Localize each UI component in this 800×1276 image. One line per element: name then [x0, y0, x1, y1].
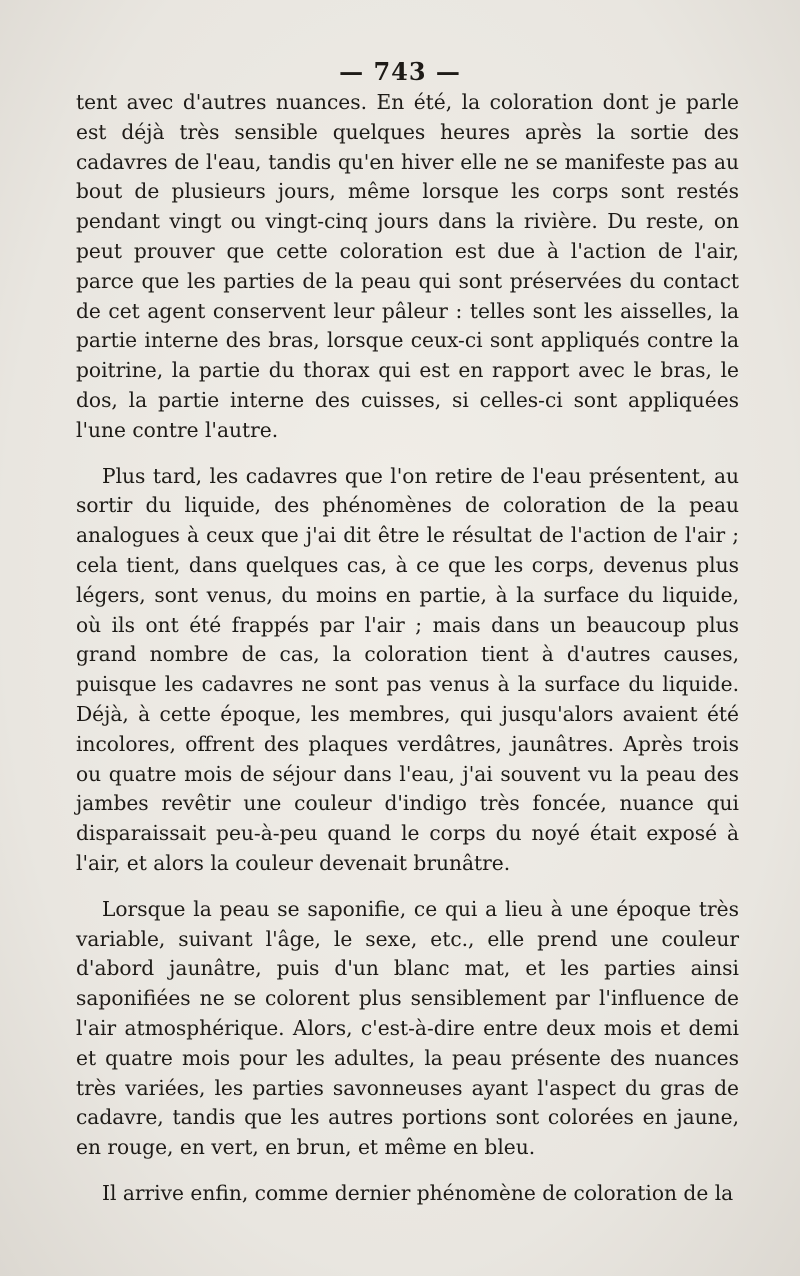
paragraph-continuation: tent avec d'autres nuances. En été, la coloration dont je parle est déjà très sensible quelques heures après la sortie des cadavres de l'eau, tandis qu'en hiver elle ne se manifeste pas au bout de plusieurs jours, même lorsque les corps sont restés pendant vingt ou vingt-cinq jours dans la rivière. Du reste, on peut prouver que cette coloration est due à l'action de l'air, parce que les parties de la peau qui sont préservées du contact de cet agent conservent leur pâleur : telles sont les aisselles, la partie interne des bras, lorsque ceux-ci sont appliqués contre la poitrine, la partie du thorax qui est en rapport avec le bras, le dos, la partie interne des cuisses, si celles-ci sont appliquées l'une contre l'autre. [76, 90, 739, 442]
page-number: — 743 — [339, 57, 461, 86]
body-text [76, 88, 739, 1209]
paragraph-il-arrive: Il arrive enfin, comme dernier phénomène de coloration de la [102, 1180, 734, 1205]
paragraph-plus-tard: Plus tard, les cadavres que l'on retire de l'eau présentent, au sortir du liquide, des phénomènes de coloration de la peau analogues à ceux que j'ai dit être le résultat de l'action de l'air ; cela tient, dans quelques cas, à ce que les corps, devenus plus légers, sont venus, du moins en partie, à la surface du liquide, où ils ont été frappés par l'air ; mais dans un beaucoup plus grand nombre de cas, la coloration tient à d'autres causes, puisque les cadavres ne sont pas venus à la surface du liquide. Déjà, à cette époque, les membres, qui jusqu'alors avaient été incolores, offrent des plaques verdâtres, jaunâtres. Après trois ou quatre mois de séjour dans l'eau, j'ai souvent vu la peau des jambes revêtir une couleur d'indigo très foncée, nuance qui disparaissait peu-à-peu quand le corps du noyé était exposé à l'air, et alors la couleur devenait brunâtre. [76, 463, 739, 875]
paragraph-lorsque: Lorsque la peau se saponifie, ce qui a lieu à une époque très variable, suivant l'âge, le sexe, etc., elle prend une couleur d'abord jaunâtre, puis d'un blanc mat, et les parties ainsi saponifiées ne se colorent plus sensiblement par l'influence de l'air atmosphérique. Alors, c'est-à-dire entre deux mois et demi et quatre mois pour les adultes, la peau présente des nuances très variées, les parties savonneuses ayant l'aspect du gras de cadavre, tandis que les autres portions sont colorées en jaune, en rouge, en vert, en brun, et même en bleu. [76, 896, 739, 1160]
